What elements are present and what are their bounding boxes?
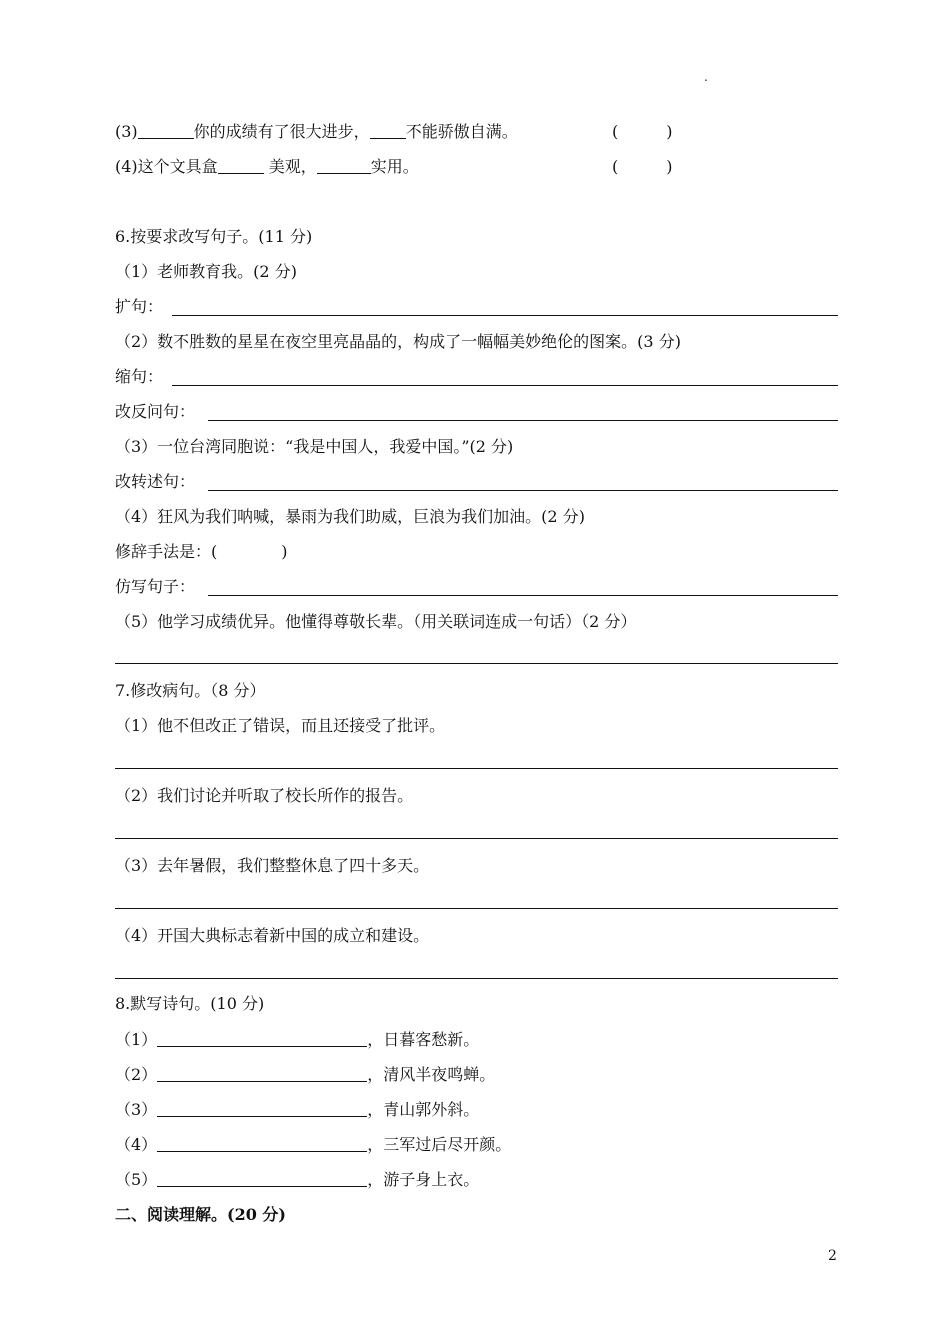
q8-item-text: ，日暮客愁新。 (367, 1030, 480, 1049)
q5-item-4-answer-paren[interactable]: ( ) (612, 157, 673, 176)
page-number: 2 (828, 1248, 837, 1264)
q8-item-1 (115, 1030, 479, 1050)
q5-item-4-num: (4)这个文具盒 (115, 157, 218, 176)
q6-label-expand: 扩句： (115, 297, 164, 316)
q6-sentence-3: （3）一位台湾同胞说：“我是中国人，我爱中国。”(2 分) (115, 437, 514, 456)
q5-item-3 (115, 122, 518, 142)
q6-sentence-2: （2）数不胜数的星星在夜空里亮晶晶的，构成了一幅幅美妙绝伦的图案。(3 分) (115, 332, 681, 351)
header-dot: . (704, 70, 708, 84)
q6-sentence-4: （4）狂风为我们呐喊，暴雨为我们助威，巨浪为我们加油。(2 分) (115, 507, 585, 526)
answer-blank[interactable] (157, 1030, 367, 1047)
answer-blank[interactable] (157, 1170, 367, 1187)
answer-line[interactable] (115, 838, 838, 839)
answer-line[interactable] (208, 490, 838, 491)
answer-line[interactable] (115, 768, 838, 769)
q7-item-4: （4）开国大典标志着新中国的成立和建设。 (115, 926, 430, 945)
q8-title: 8.默写诗句。(10 分) (115, 994, 265, 1013)
answer-line[interactable] (172, 315, 838, 316)
q8-item-text: ，青山郭外斜。 (367, 1100, 480, 1119)
section-2-title: 二、阅读理解。(20 分) (115, 1205, 286, 1224)
q7-item-3: （3）去年暑假，我们整整休息了四十多天。 (115, 856, 430, 875)
q6-sentence-5: （5）他学习成绩优异。他懂得尊敬长辈。（用关联词连成一句话）（2 分） (115, 612, 637, 631)
q6-label-shorten: 缩句： (115, 367, 164, 386)
q7-title: 7.修改病句。（8 分） (115, 681, 266, 700)
q6-sentence-1: （1）老师教育我。(2 分) (115, 262, 297, 281)
q5-item-4-part1: 美观， (263, 157, 317, 176)
q8-item-text: ，游子身上衣。 (367, 1170, 480, 1189)
q6-label-imitate: 仿写句子： (115, 577, 196, 596)
q7-item-2: （2）我们讨论并听取了校长所作的报告。 (115, 786, 414, 805)
answer-line[interactable] (115, 908, 838, 909)
answer-line[interactable] (208, 420, 838, 421)
q5-item-4 (115, 157, 419, 177)
q8-item-4 (115, 1135, 511, 1155)
q5-item-3-part1: 你的成绩有了很大进步， (193, 122, 370, 141)
q6-title: 6.按要求改写句子。(11 分) (115, 227, 313, 246)
answer-line[interactable] (172, 385, 838, 386)
q8-item-2 (115, 1065, 495, 1085)
q8-item-num: （4） (115, 1135, 158, 1154)
q6-label-rhetoric-device[interactable]: 修辞手法是：( ) (115, 542, 288, 561)
answer-blank[interactable] (157, 1100, 367, 1117)
q5-item-3-num: (3) (115, 122, 138, 141)
q8-item-5 (115, 1170, 479, 1190)
q5-item-3-part2: 不能骄傲自满。 (405, 122, 518, 141)
q7-item-1: （1）他不但改正了错误，而且还接受了批评。 (115, 716, 446, 735)
q8-item-num: （3） (115, 1100, 158, 1119)
answer-blank[interactable] (317, 157, 371, 174)
q8-item-3 (115, 1100, 479, 1120)
q6-label-rhetorical: 改反问句： (115, 402, 196, 421)
q8-item-num: （5） (115, 1170, 158, 1189)
answer-line[interactable] (115, 663, 838, 664)
q8-item-num: （1） (115, 1030, 158, 1049)
answer-blank[interactable] (218, 157, 264, 174)
answer-blank[interactable] (157, 1135, 367, 1152)
answer-blank[interactable] (138, 122, 194, 139)
answer-line[interactable] (115, 978, 838, 979)
q8-item-num: （2） (115, 1065, 158, 1084)
q6-label-indirect: 改转述句： (115, 472, 196, 491)
q5-item-3-answer-paren[interactable]: ( ) (612, 122, 673, 141)
answer-line[interactable] (208, 595, 838, 596)
answer-blank[interactable] (370, 122, 406, 139)
answer-blank[interactable] (157, 1065, 367, 1082)
q8-item-text: ，清风半夜鸣蝉。 (367, 1065, 496, 1084)
q8-item-text: ，三军过后尽开颜。 (367, 1135, 512, 1154)
q5-item-4-part2: 实用。 (370, 157, 419, 176)
